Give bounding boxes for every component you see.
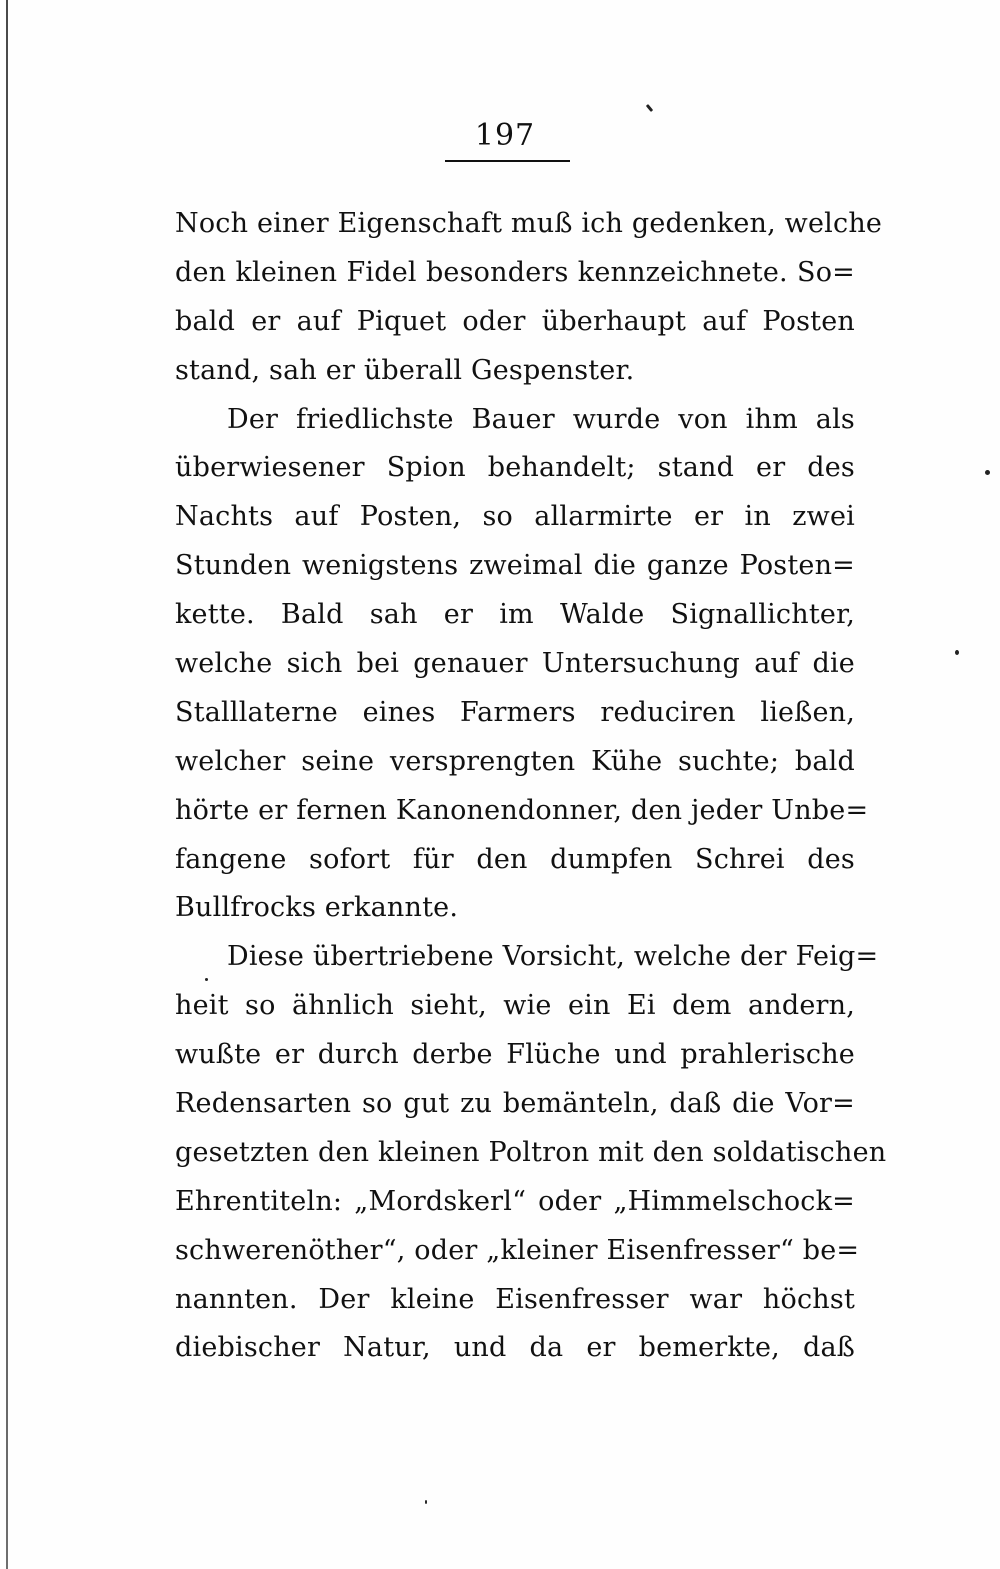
text-line: Stalllaterne eines Farmers reduciren ließen, bbox=[175, 696, 855, 728]
text-line: diebischer Natur, und da er bemerkte, daß bbox=[175, 1332, 855, 1364]
text-line: den kleinen Fidel besonders kennzeichnete. So= bbox=[175, 256, 855, 288]
text-line: bald er auf Piquet oder überhaupt auf Posten bbox=[175, 305, 855, 337]
text-line: Der friedlichste Bauer wurde von ihm als bbox=[227, 403, 855, 435]
page-number: 197 bbox=[474, 118, 536, 153]
text-line: Redensarten so gut zu bemänteln, daß die Vor= bbox=[175, 1088, 855, 1120]
text-line: schwerenöther“, oder „kleiner Eisenfresser“ be= bbox=[175, 1234, 860, 1266]
text-line: fangene sofort für den dumpfen Schrei des bbox=[175, 843, 855, 875]
text-line: welche sich bei genauer Untersuchung auf die bbox=[175, 648, 855, 680]
text-line: Bullfrocks erkannte. bbox=[175, 892, 459, 924]
text-line: Ehrentiteln: „Mordskerl“ oder „Himmelschock= bbox=[175, 1185, 855, 1217]
scan-speck bbox=[985, 470, 990, 475]
text-line: heit so ähnlich sieht, wie ein Ei dem andern, bbox=[175, 990, 855, 1022]
scan-speck bbox=[955, 650, 959, 655]
text-line: hörte er fernen Kanonendonner, den jeder Unbe= bbox=[175, 794, 869, 826]
text-line: Stunden wenigstens zweimal die ganze Posten= bbox=[175, 550, 855, 582]
scan-speck bbox=[646, 104, 653, 112]
text-line: welcher seine versprengten Kühe suchte; bald bbox=[175, 745, 855, 777]
text-line: wußte er durch derbe Flüche und prahlerische bbox=[175, 1039, 855, 1071]
body-text bbox=[175, 200, 887, 1373]
text-line: Diese übertriebene Vorsicht, welche der Feig= bbox=[227, 941, 879, 973]
binding-edge bbox=[6, 0, 8, 1569]
text-line: Nachts auf Posten, so allarmirte er in zwei bbox=[175, 501, 855, 533]
page-number-rule bbox=[445, 160, 570, 162]
text-line: nannten. Der kleine Eisenfresser war höchst bbox=[175, 1283, 855, 1315]
scan-speck bbox=[425, 1500, 427, 1504]
text-line: gesetzten den kleinen Poltron mit den soldatischen bbox=[175, 1136, 887, 1168]
text-line: überwiesener Spion behandelt; stand er des bbox=[175, 452, 855, 484]
text-line: Noch einer Eigenschaft muß ich gedenken, welche bbox=[175, 208, 883, 239]
text-line: kette. Bald sah er im Walde Signallichter, bbox=[175, 599, 855, 631]
text-line: stand, sah er überall Gespenster. bbox=[175, 354, 635, 386]
